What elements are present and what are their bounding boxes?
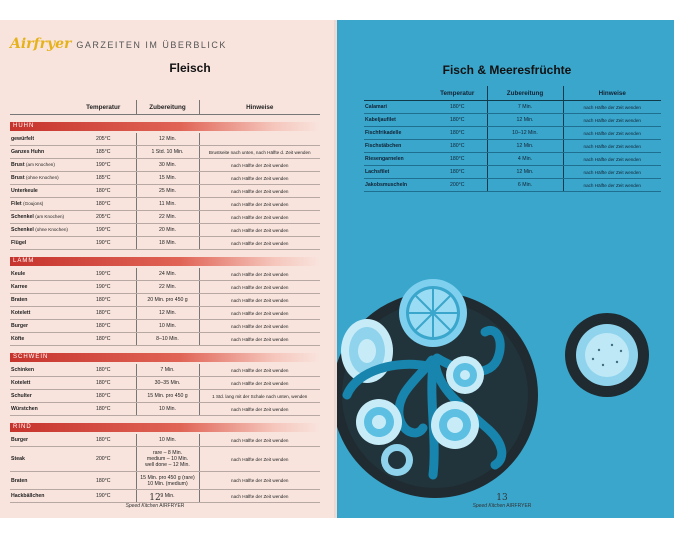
prep-cell [136, 224, 199, 237]
note-cell: nach Hälfte der Zeit wenden [199, 211, 320, 224]
item-qualifier: (ohne Knochen) [26, 175, 59, 180]
col-zubereitung: Zubereitung [487, 86, 563, 101]
note-cell: nach Hälfte der Zeit wenden [199, 198, 320, 211]
note-cell: 1 Std. lang mit der Schale nach unten, wenden [199, 390, 320, 403]
section-header-cell [10, 250, 320, 269]
book-series: AIRFRYER [506, 503, 532, 509]
note-cell: nach Hälfte der Zeit wenden [563, 140, 661, 153]
temperature-cell: 180°C [71, 364, 136, 377]
temperature-cell: 180°C [428, 153, 487, 166]
dip-bowl [565, 313, 649, 397]
temperature-cell: 180°C [428, 166, 487, 179]
note-cell: nach Hälfte der Zeit wenden [563, 179, 661, 192]
temperature-cell: 190°C [71, 237, 136, 250]
note-cell: nach Hälfte der Zeit wenden [199, 403, 320, 416]
item-name-text: Unterkeule [11, 188, 38, 194]
note-cell: nach Hälfte der Zeit wenden [199, 320, 320, 333]
item-name: Calamari [364, 101, 428, 114]
note-cell: nach Hälfte der Zeit wenden [199, 490, 320, 503]
prep-line: 22 Min. [158, 284, 176, 290]
section-row [10, 115, 320, 134]
item-name-text: Brust [11, 162, 25, 168]
prep-line: 22 Min. [158, 214, 176, 220]
note-cell: nach Hälfte der Zeit wenden [199, 447, 320, 472]
section-row [10, 346, 320, 365]
temperature-cell: 185°C [71, 172, 136, 185]
note-cell: Brustseite nach unten, nach Hälfte d. Zeit wenden [199, 146, 320, 159]
prep-line: 15 Min. pro 450 g [147, 393, 188, 399]
item-name-text: Steak [11, 456, 25, 462]
section-bar-lamm: LAMM [10, 257, 320, 266]
col-temperatur: Temperatur [71, 100, 136, 115]
item-name [10, 472, 71, 490]
fish-table [364, 86, 661, 192]
table-row [10, 159, 320, 172]
item-name [10, 159, 71, 172]
prep-cell [136, 403, 199, 416]
table-row [364, 179, 661, 192]
prep-cell [136, 364, 199, 377]
item-qualifier: (am Knochen) [35, 214, 65, 219]
col-hinweise: Hinweise [563, 86, 661, 101]
item-name [10, 268, 71, 281]
book-series: AIRFRYER [159, 503, 185, 509]
table-row [10, 237, 320, 250]
section-row [10, 250, 320, 269]
meat-table [10, 100, 320, 503]
table-row [10, 198, 320, 211]
temperature-cell: 180°C [428, 127, 487, 140]
item-name-text: Schinken [11, 367, 35, 373]
item-name: Fischstäbchen [364, 140, 428, 153]
airfryer-logo: Airfryer [10, 36, 72, 52]
item-name [10, 403, 71, 416]
prep-cell [136, 281, 199, 294]
item-name [10, 224, 71, 237]
prep-line: 30–35 Min. [154, 380, 181, 386]
prep-line: 15 Min. [158, 175, 176, 181]
note-cell: nach Hälfte der Zeit wenden [199, 237, 320, 250]
item-name [10, 377, 71, 390]
note-cell [199, 133, 320, 146]
prep-line: 25 Min. [158, 188, 176, 194]
item-qualifier: (am Knochen) [26, 162, 55, 167]
item-name: Lachsfilet [364, 166, 428, 179]
note-cell: nach Hälfte der Zeit wenden [199, 159, 320, 172]
temperature-cell: 180°C [428, 101, 487, 114]
item-name [10, 133, 71, 146]
section-header-cell [10, 346, 320, 365]
item-name-text: Ganzes Huhn [11, 149, 45, 155]
item-name-text: Braten [11, 297, 28, 303]
temperature-cell: 190°C [71, 224, 136, 237]
temperature-cell: 200°C [428, 179, 487, 192]
note-cell: nach Hälfte der Zeit wenden [199, 472, 320, 490]
prep-cell [136, 294, 199, 307]
note-cell: nach Hälfte der Zeit wenden [199, 434, 320, 447]
page-title-fisch: Fisch & Meeresfrüchte [442, 63, 572, 77]
temperature-cell: 200°C [71, 447, 136, 472]
prep-cell [136, 172, 199, 185]
note-cell: nach Hälfte der Zeit wenden [563, 153, 661, 166]
table-row [10, 364, 320, 377]
item-name [10, 294, 71, 307]
prep-line: 20 Min. [158, 227, 176, 233]
prep-line: 12 Min. [158, 136, 176, 142]
book-gutter [334, 20, 340, 518]
col-zubereitung: Zubereitung [136, 100, 199, 115]
table-row [364, 140, 661, 153]
temperature-cell: 190°C [71, 490, 136, 503]
item-name-text: Kotelett [11, 310, 31, 316]
note-cell: nach Hälfte der Zeit wenden [199, 364, 320, 377]
page-number: 13 [496, 493, 508, 503]
table-row [10, 185, 320, 198]
item-name-text: Braten [11, 477, 28, 484]
temperature-cell: 180°C [428, 114, 487, 127]
table-row [364, 153, 661, 166]
table-header [364, 86, 661, 101]
temperature-cell: 185°C [71, 146, 136, 159]
page-footer-left [100, 493, 210, 509]
note-cell: nach Hälfte der Zeit wenden [563, 114, 661, 127]
right-page [337, 20, 674, 518]
prep-cell [136, 320, 199, 333]
section-header-cell [10, 115, 320, 134]
item-name-text: Brust [11, 175, 25, 181]
section-bar-rind: RIND [10, 423, 320, 432]
brand-subtitle: GARZEITEN IM ÜBERBLICK [76, 40, 227, 50]
col-hinweise: Hinweise [199, 100, 320, 115]
item-qualifier: (Goujons) [23, 201, 44, 206]
table-row [10, 307, 320, 320]
item-name-text: Hackbällchen [11, 493, 45, 499]
prep-cell: 7 Min. [487, 101, 563, 114]
item-name [10, 198, 71, 211]
item-name [10, 307, 71, 320]
table-row [364, 166, 661, 179]
table-row [10, 333, 320, 346]
note-cell: nach Hälfte der Zeit wenden [199, 224, 320, 237]
prep-line: 10 Min. [158, 437, 176, 443]
item-name [10, 333, 71, 346]
item-name-text: Schenkel [11, 227, 34, 233]
temperature-cell: 180°C [71, 390, 136, 403]
temperature-cell: 180°C [428, 140, 487, 153]
prep-line: 18 Min. [158, 240, 176, 246]
note-cell: nach Hälfte der Zeit wenden [199, 333, 320, 346]
item-name-text: Schenkel [11, 214, 34, 220]
item-name-text: Filet [11, 201, 22, 207]
note-cell: nach Hälfte der Zeit wenden [563, 166, 661, 179]
temperature-cell: 180°C [71, 294, 136, 307]
table-row [10, 172, 320, 185]
prep-cell [136, 185, 199, 198]
page-footer-right [447, 493, 557, 509]
note-cell: nach Hälfte der Zeit wenden [199, 377, 320, 390]
note-cell: nach Hälfte der Zeit wenden [199, 268, 320, 281]
prep-cell [136, 447, 199, 472]
prep-line: 10 Min. [158, 406, 176, 412]
section-row [10, 416, 320, 435]
note-cell: nach Hälfte der Zeit wenden [199, 281, 320, 294]
table-row [10, 224, 320, 237]
book-title: Speed Kitchen [472, 503, 506, 509]
table-row [10, 377, 320, 390]
table-row [364, 127, 661, 140]
item-name [10, 185, 71, 198]
prep-line: well done – 12 Min. [145, 462, 190, 468]
section-bar-schwein: SCHWEIN [10, 353, 320, 362]
table-row [364, 114, 661, 127]
table-row [364, 101, 661, 114]
section-bar-huhn: HUHN [10, 122, 320, 131]
table-row [10, 281, 320, 294]
item-name [10, 390, 71, 403]
table-row [10, 133, 320, 146]
item-name [10, 281, 71, 294]
prep-line: 9 Min. [160, 493, 175, 499]
prep-line: 7 Min. [160, 367, 175, 373]
prep-cell [136, 268, 199, 281]
prep-cell [136, 133, 199, 146]
note-cell: nach Hälfte der Zeit wenden [199, 185, 320, 198]
table-row [10, 268, 320, 281]
item-name-text: gewürfelt [11, 136, 35, 142]
item-name-text: Burger [11, 323, 29, 329]
item-name: Fischfrikadelle [364, 127, 428, 140]
item-name [10, 211, 71, 224]
prep-cell [136, 390, 199, 403]
prep-cell: 10–12 Min. [487, 127, 563, 140]
table-row [10, 434, 320, 447]
item-name [10, 172, 71, 185]
temperature-cell: 190°C [71, 159, 136, 172]
item-name-text: Kotelett [11, 380, 31, 386]
item-name [10, 237, 71, 250]
page-title-fleisch: Fleisch [169, 61, 211, 75]
prep-cell [136, 434, 199, 447]
prep-cell [136, 198, 199, 211]
item-name [10, 364, 71, 377]
page-number: 12 [149, 493, 161, 503]
temperature-cell: 180°C [71, 403, 136, 416]
prep-line: 8–10 Min. [156, 336, 179, 342]
temperature-cell: 180°C [71, 333, 136, 346]
prep-cell [136, 211, 199, 224]
prep-line: 20 Min. pro 450 g [147, 297, 188, 303]
prep-cell [136, 333, 199, 346]
brand-header [10, 36, 227, 52]
item-name: Riesengarnelen [364, 153, 428, 166]
left-page [0, 20, 337, 518]
prep-cell [136, 472, 199, 490]
item-name-text: Köfte [11, 336, 25, 342]
note-cell: nach Hälfte der Zeit wenden [199, 307, 320, 320]
item-name-text: Schulter [11, 393, 32, 399]
book-spread [0, 20, 674, 518]
table-header [10, 100, 320, 115]
item-qualifier: (ohne Knochen) [35, 227, 68, 232]
prep-cell [136, 377, 199, 390]
item-name: Kabeljaufilet [364, 114, 428, 127]
item-name-text: Keule [11, 271, 26, 277]
prep-cell [136, 146, 199, 159]
note-cell: nach Hälfte der Zeit wenden [199, 294, 320, 307]
item-name-text: Flügel [11, 240, 27, 246]
item-name-text: Würstchen [11, 406, 38, 412]
temperature-cell: 180°C [71, 377, 136, 390]
prep-cell: 4 Min. [487, 153, 563, 166]
item-name [10, 146, 71, 159]
prep-cell: 12 Min. [487, 114, 563, 127]
section-header-cell [10, 416, 320, 435]
item-name [10, 490, 71, 503]
table-row [10, 146, 320, 159]
book-title: Speed Kitchen [125, 503, 159, 509]
prep-cell: 6 Min. [487, 179, 563, 192]
item-name [10, 320, 71, 333]
item-name: Jakobsmuscheln [364, 179, 428, 192]
prep-line: 10 Min. [158, 323, 176, 329]
temperature-cell: 190°C [71, 268, 136, 281]
prep-line: 12 Min. [158, 310, 176, 316]
prep-cell [136, 237, 199, 250]
temperature-cell: 180°C [71, 307, 136, 320]
prep-line: 30 Min. [158, 162, 176, 168]
temperature-cell: 180°C [71, 320, 136, 333]
prep-line: 24 Min. [158, 271, 176, 277]
col-temperatur: Temperatur [428, 86, 487, 101]
prep-cell: 12 Min. [487, 166, 563, 179]
prep-cell [136, 307, 199, 320]
note-cell: nach Hälfte der Zeit wenden [563, 127, 661, 140]
table-row [10, 472, 320, 490]
prep-cell [136, 159, 199, 172]
item-name [10, 434, 71, 447]
prep-line: medium – 10 Min. [146, 456, 189, 462]
prep-line: 10 Min. (medium) [147, 480, 188, 487]
table-row [10, 294, 320, 307]
prep-line: 11 Min. [159, 201, 176, 207]
prep-line: 15 Min. pro 450 g (rare) [140, 474, 195, 481]
item-name [10, 447, 71, 472]
temperature-cell: 205°C [71, 133, 136, 146]
table-row [10, 390, 320, 403]
table-row [10, 320, 320, 333]
note-cell: nach Hälfte der Zeit wenden [563, 101, 661, 114]
prep-line: 1 Std. 10 Min. [151, 149, 184, 155]
temperature-cell: 190°C [71, 281, 136, 294]
note-cell: nach Hälfte der Zeit wenden [199, 172, 320, 185]
temperature-cell: 180°C [71, 434, 136, 447]
temperature-cell: 180°C [71, 185, 136, 198]
temperature-cell: 180°C [71, 472, 136, 490]
prep-line: rare – 8 Min. [152, 450, 183, 456]
lemon-slice [399, 279, 467, 347]
table-row [10, 447, 320, 472]
temperature-cell: 205°C [71, 211, 136, 224]
item-name-text: Karree [11, 284, 28, 290]
temperature-cell: 180°C [71, 198, 136, 211]
table-row [10, 211, 320, 224]
prep-cell: 12 Min. [487, 140, 563, 153]
table-row [10, 403, 320, 416]
item-name-text: Burger [11, 437, 29, 443]
